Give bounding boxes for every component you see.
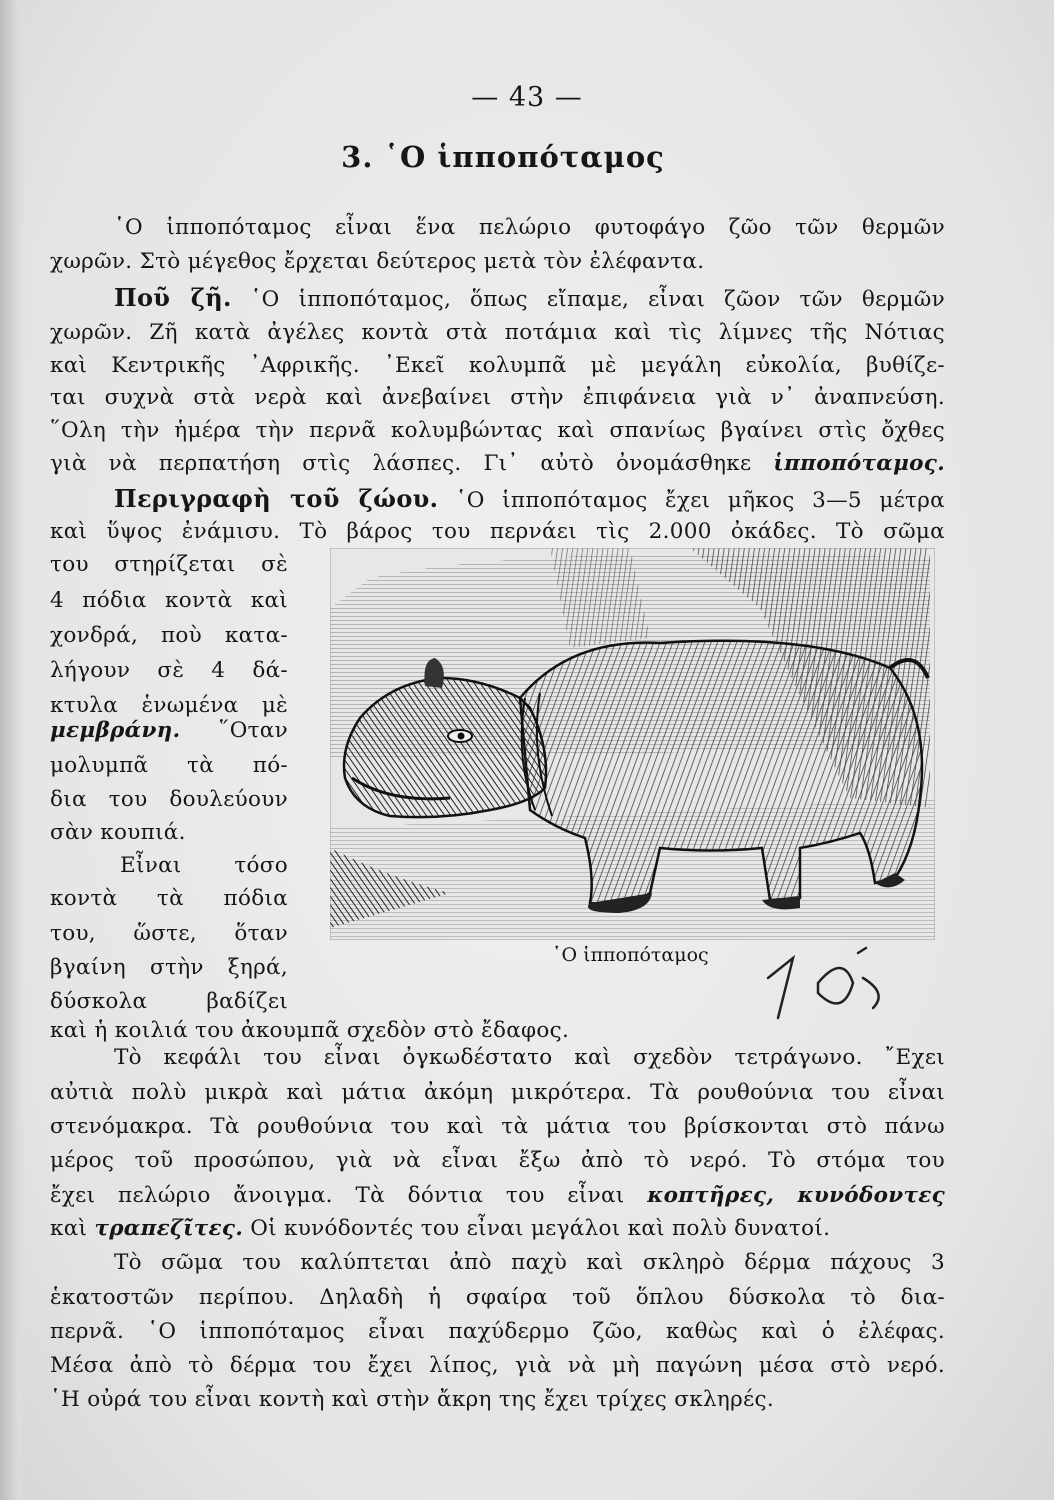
text-line	[114, 280, 945, 316]
text-line: καὶ ἡ κοιλιά του ἀκουμπᾶ σχεδὸν στὸ ἔδαφος.	[50, 1018, 570, 1043]
text-span: ἔχει πελώριο ἄνοιγμα. Τὰ δόντια του εἶναι	[50, 1183, 625, 1208]
page-gutter-shadow	[0, 0, 26, 1500]
text-span: ῞Οταν	[218, 718, 288, 743]
chapter-title: 3. ῾Ο ἱπποπόταμος	[341, 140, 665, 174]
text-line: κοντὰ τὰ πόδια	[50, 886, 288, 911]
hippo-pupil	[458, 733, 465, 740]
text-line: ἑκατοστῶν περίπου. Δηλαδὴ ἡ σφαίρα τοῦ ὅπλου δύσκολα τὸ δια-	[50, 1285, 945, 1310]
text-line	[50, 713, 288, 749]
text-span: ῾Ο ἱπποπόταμος ἔχει μῆκος 3—5 μέτρα	[455, 488, 945, 513]
section-heading-description: Περιγραφὴ τοῦ ζώου.	[114, 484, 439, 513]
engraving-svg	[330, 548, 935, 940]
text-line: του, ὥστε, ὅταν	[50, 921, 288, 946]
emphasized-word: ἱπποπόταμος.	[773, 451, 945, 476]
text-line: του στηρίζεται σὲ	[50, 552, 288, 577]
text-line: στενόμακρα. Τὰ ρουθούνια του καὶ τὰ μάτια του βρίσκονται στὸ πάνω	[50, 1114, 945, 1139]
text-line: αὐτιὰ πολὺ μικρὰ καὶ μάτια ἀκόμη μικρότερα. Τὰ ρουθούνια του εἶναι	[50, 1080, 945, 1105]
text-line: χωρῶν. Στὸ μέγεθος ἔρχεται δεύτερος μετὰ τὸν ἐλέφαντα.	[50, 249, 705, 274]
emphasized-word: τραπεζῖτες.	[94, 1216, 244, 1241]
emphasized-word: κοπτῆρες, κυνόδοντες	[647, 1183, 945, 1208]
text-line: καὶ ὕψος ἐνάμισυ. Τὸ βάρος του περνάει τὶς 2.000 ὀκάδες. Τὸ σῶμα	[50, 519, 945, 544]
text-line: χωρῶν. Ζῆ κατὰ ἀγέλες κοντὰ στὰ ποτάμια καὶ τὶς λίμνες τῆς Νότιας	[50, 320, 945, 345]
text-line: ῞Ολη τὴν ἡμέρα τὴν περνᾶ κολυμβώντας καὶ σπανίως βγαίνει στὶς ὄχθες	[50, 418, 945, 443]
text-line: χονδρά, ποὺ κατα-	[50, 623, 288, 648]
text-span: γιὰ νὰ περπατήση στὶς λάσπες. Γι᾿ αὐτὸ ὀνομάσθηκε	[50, 451, 752, 476]
text-line: ῾Η οὐρά του εἶναι κοντὴ καὶ στὴν ἄκρη της ἔχει τρίχες σκληρές.	[50, 1387, 774, 1412]
text-line: Τὸ κεφάλι του εἶναι ὀγκωδέστατο καὶ σχεδὸν τετράγωνο. ῎Εχει	[114, 1045, 945, 1070]
text-line: Τὸ σῶμα του καλύπτεται ἀπὸ παχὺ καὶ σκληρὸ δέρμα πάχους 3	[114, 1250, 945, 1275]
text-line	[50, 1178, 945, 1214]
text-line: 4 πόδια κοντὰ καὶ	[50, 588, 288, 613]
text-line: κτυλα ἑνωμένα μὲ	[50, 693, 288, 718]
handwritten-mark-svg	[748, 938, 908, 1028]
text-line: ῾Ο ἱπποπόταμος εἶναι ἕνα πελώριο φυτοφάγο ζῶο τῶν θερμῶν	[114, 215, 945, 240]
text-line: δια του δουλεύουν	[50, 787, 288, 812]
text-line: καὶ Κεντρικῆς ᾿Αφρικῆς. ᾿Εκεῖ κολυμπᾶ μὲ μεγάλη εὐκολία, βυθίζε-	[50, 353, 945, 378]
text-span: καὶ	[50, 1216, 88, 1241]
text-line: μέρος τοῦ προσώπου, γιὰ νὰ εἶναι ἔξω ἀπὸ τὸ νερό. Τὸ στόμα του	[50, 1148, 945, 1173]
hippopotamus-illustration	[330, 548, 935, 940]
page-number: — 43 —	[471, 82, 583, 113]
figure-caption: ῾Ο ἱπποπόταμος	[552, 944, 709, 966]
text-line: Εἶναι τόσο	[120, 853, 288, 878]
text-line: μολυμπᾶ τὰ πό-	[50, 753, 288, 778]
text-line: δύσκολα βαδίζει	[50, 989, 288, 1014]
handwritten-mark	[748, 938, 908, 1028]
text-line: Μέσα ἀπὸ τὸ δέρμα του ἔχει λίπος, γιὰ νὰ μὴ παγώνη μέσα στὸ νερό.	[50, 1353, 945, 1378]
text-line: περνᾶ. ῾Ο ἱπποπόταμος εἶναι παχύδερμο ζῶο, καθὼς καὶ ὁ ἐλέφας.	[50, 1319, 945, 1344]
text-span: ῾Ο ἱπποπόταμος, ὅπως εἴπαμε, εἶναι ζῶον τῶν θερμῶν	[250, 287, 945, 312]
section-heading-where: Ποῦ ζῆ.	[114, 283, 232, 312]
text-line	[114, 481, 945, 517]
text-line: βγαίνη στὴν ξηρά,	[50, 955, 288, 980]
text-line	[50, 1211, 945, 1247]
text-line: λήγουν σὲ 4 δά-	[50, 658, 288, 683]
text-line: ται συχνὰ στὰ νερὰ καὶ ἀνεβαίνει στὴν ἐπιφάνεια γιὰ ν᾿ ἀναπνεύση.	[50, 385, 945, 410]
text-span: Οἱ κυνόδοντές του εἶναι μεγάλοι καὶ πολὺ δυνατοί.	[250, 1216, 831, 1241]
text-line: σὰν κουπιά.	[50, 820, 186, 845]
emphasized-word: μεμβράνη.	[50, 718, 181, 743]
text-line	[50, 446, 945, 482]
